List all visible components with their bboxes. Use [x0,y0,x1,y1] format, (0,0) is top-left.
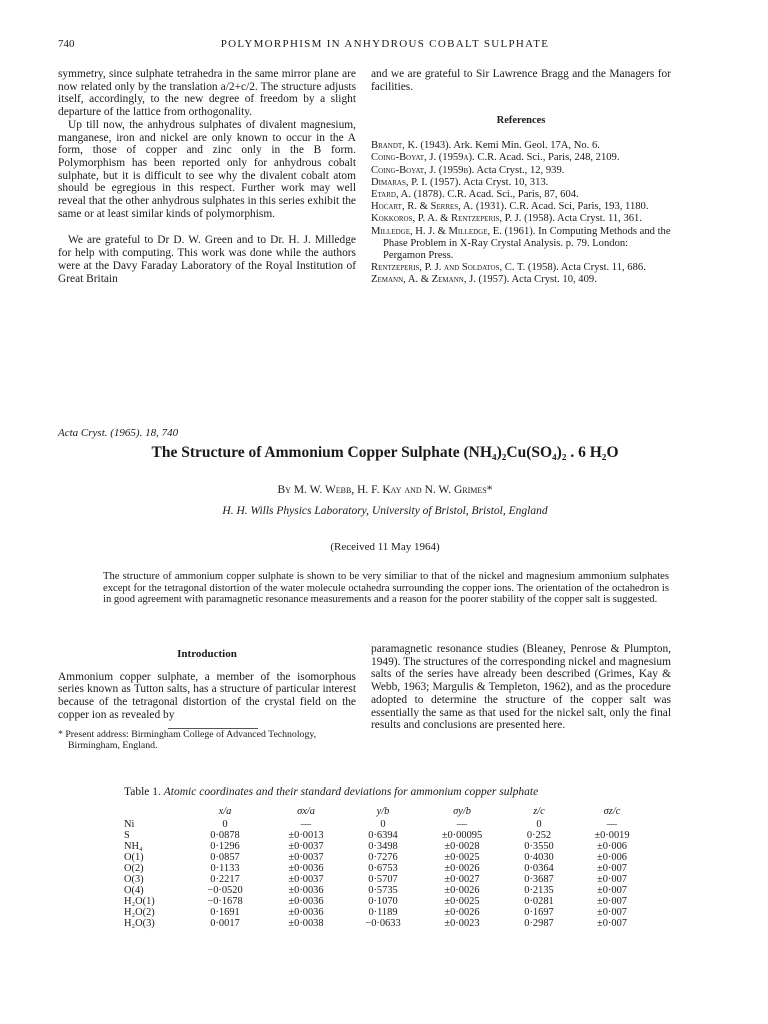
reference-item [371,213,671,225]
reference-authors: Hocart, R. & Serres, A. (1931). [371,201,507,213]
table-cell: ±0·0026 [444,863,480,874]
table-row [124,885,650,896]
atom-label: H₂O(1) [124,896,155,907]
reference-source: C.R. Acad. Sci., Paris, 248, 2109. [477,152,620,164]
reference-source: Ark. Kemi Min. Geol. 17A, No. 6. [453,140,600,152]
table-cell: 0·0364 [524,863,554,874]
table-caption [124,786,538,798]
table-cell: — [300,819,312,830]
introduction-right-column [371,643,671,732]
reference-item [371,274,671,286]
table-cell: 0·0017 [210,918,240,929]
table-row [124,863,650,874]
table-cell: 0·7276 [368,852,398,863]
reference-authors: Kokkoros, P. A. & Rentzeperis, P. J. (1958). [371,213,555,225]
atom-label: NH₄ [124,841,143,852]
table-cell: ±0·0026 [444,885,480,896]
table-row [124,907,650,918]
reference-source: Acta Cryst., 12, 939. [476,164,565,176]
table-cell: ±0·007 [597,896,627,907]
table-cell: 0·3498 [368,841,398,852]
reference-item [371,152,671,164]
table-cell: — [606,819,618,830]
table-cell: −0·0633 [365,918,401,929]
table-row [124,852,650,863]
table-cell: ±0·0026 [444,907,480,918]
reference-item [371,201,671,213]
page-number: 740 [58,38,75,50]
abstract: The structure of ammonium copper sulphate is shown to be very similiar to that of the nickel and magnesium ammonium sulphates except for the tetragonal distortion of the water molecule octahedra surrounding the copper ions. The orientation of the octahedron is in good agreement with paramagnetic resonance measurements and a reason for the poorer stability of the copper salt is suggested. [103,571,669,606]
table-cell: ±0·00095 [441,830,483,841]
table-cell: 0·5735 [368,885,398,896]
running-title: POLYMORPHISM IN ANHYDROUS COBALT SULPHATE [220,38,550,50]
table-cell: 0·0857 [210,852,240,863]
table-row [124,874,650,885]
reference-source: In Computing Methods and the Phase Problem in X-Ray Crystal Analysis. p. 79. London: Pergamon Press. [383,225,671,261]
acknowledgement-continued: and we are grateful to Sir Lawrence Bragg and the Managers for facilities. [371,68,671,93]
table-cell: 0·1296 [210,841,240,852]
reference-authors: Milledge, H. J. & Milledge, E. (1961). [371,225,536,237]
table-cell: ±0·0037 [288,852,324,863]
table-cell: ±0·006 [597,852,627,863]
table-cell: 0 [380,819,386,830]
atom-label: O(3) [124,874,144,885]
table-cell: ±0·0036 [288,896,324,907]
table-row [124,918,650,929]
article-affiliation: H. H. Wills Physics Laboratory, University of Bristol, Bristol, England [222,505,548,517]
atom-label: H₂O(3) [124,918,155,929]
reference-authors: Zemann, A. & Zemann, J. (1957). [371,274,510,286]
table-cell: ±0·007 [597,874,627,885]
table-cell: ±0·0038 [288,918,324,929]
previous-article-right-column [371,68,671,287]
table-cell: 0·1133 [210,863,240,874]
previous-article-left-column [58,68,356,285]
article-authors: By M. W. Webb, H. F. Kay and N. W. Grimes* [277,484,493,496]
table-cell: 0·252 [526,830,552,841]
table-cell: −0·1678 [207,896,243,907]
table-cell: 0·2135 [524,885,554,896]
table-header-row [124,806,650,819]
table-cell: 0·0281 [524,896,554,907]
table-caption-text: Atomic coordinates and their standard deviations for ammonium copper sulphate [163,786,539,798]
footnote: * Present address: Birmingham College of Advanced Technology, Birmingham, England. [58,728,317,751]
table-cell: 0·2987 [524,918,554,929]
column-header: y/b [376,806,390,817]
table-cell: 0·1070 [368,896,398,907]
table-cell: ±0·007 [597,863,627,874]
table-body [124,819,650,929]
atom-label: Ni [124,819,135,830]
acknowledgement-paragraph: We are grateful to Dr D. W. Green and to Dr. H. J. Milledge for help with computing. This work was done while the authors were at the Davy Faraday Laboratory of the Royal Institution of Great Britain [58,234,356,285]
reference-authors: Dimaras, P. I. (1957). [371,176,461,188]
references-heading: References [496,115,546,127]
table-cell: ±0·007 [597,907,627,918]
table-cell: −0·0520 [207,885,243,896]
table-cell: 0·1691 [210,907,240,918]
atom-label: H₂O(2) [124,907,155,918]
table-cell: ±0·0036 [288,863,324,874]
table-row [124,830,650,841]
reference-item [371,189,671,201]
references-list [371,140,671,286]
table-cell: ±0·0023 [444,918,480,929]
table-row [124,896,650,907]
running-head [58,38,712,54]
atomic-coordinates-table [124,806,650,929]
table-cell: ±0·0036 [288,907,324,918]
table-cell: ±0·0019 [594,830,630,841]
reference-source: Acta Cryst. 10, 409. [511,274,597,286]
article-title: The Structure of Ammonium Copper Sulphate (NH₄)₂Cu(SO₄)₂ . 6 H₂O [151,444,619,461]
table-label: Table 1. [124,786,161,798]
table-cell: 0·1697 [524,907,554,918]
reference-item [371,165,671,177]
received-date: (Received 11 May 1964) [330,541,440,553]
reference-source: Acta Cryst. 11, 686. [560,262,646,274]
table-cell: ±0·0025 [444,852,480,863]
column-header: σz/c [603,806,621,817]
reference-authors: Brandt, K. (1943). [371,140,452,152]
table-cell: ±0·0037 [288,841,324,852]
table-cell: 0 [536,819,542,830]
table-cell: ±0·0037 [288,874,324,885]
table-cell: 0·4030 [524,852,554,863]
table-cell: 0·0878 [210,830,240,841]
table-cell: ±0·0025 [444,896,480,907]
table-cell: — [456,819,468,830]
table-cell: ±0·0027 [444,874,480,885]
reference-authors: Rentzeperis, P. J. and Soldatos, C. T. (1958). [371,262,559,274]
reference-item [371,226,671,263]
table-cell: ±0·007 [597,885,627,896]
body-paragraph: symmetry, since sulphate tetrahedra in the same mirror plane are now related only by the translation a/2+c/2. The structure adjusts itself, accordingly, to the new degree of freedom by a slight departure of the lattice from orthogonality. [58,68,356,119]
table-cell: ±0·007 [597,918,627,929]
reference-source: C.R. Acad. Sci, Paris, 193, 1180. [509,201,649,213]
article-citation: Acta Cryst. (1965). 18, 740 [58,427,179,439]
introduction-paragraph: Ammonium copper sulphate, a member of the isomorphous series known as Tutton salts, has a structure of particular interest because of the tetragonal distortion of the crystal field on the copper ion as revealed by [58,670,356,721]
table-cell: 0·6753 [368,863,398,874]
column-header [124,806,184,819]
reference-source: Acta Cryst. 11, 361. [557,213,642,225]
column-header: z/c [533,806,545,817]
table-cell: 0·3550 [524,841,554,852]
table-cell: 0·5707 [368,874,398,885]
reference-authors: Coing-Boyat, J. (1959a). [371,152,475,164]
reference-authors: Coing-Boyat, J. (1959b). [371,164,475,176]
table-cell: ±0·0036 [288,885,324,896]
table-cell: 0 [222,819,228,830]
table-cell: 0·1189 [368,907,398,918]
atom-label: S [124,830,130,841]
table-cell: 0·2217 [210,874,240,885]
column-header: σy/b [453,806,471,817]
introduction-heading: Introduction [177,648,237,660]
table-row [124,819,650,830]
table-cell: ±0·006 [597,841,627,852]
reference-source: C.R. Acad. Sci., Paris, 87, 604. [447,188,579,200]
table-row [124,841,650,852]
table-cell: ±0·0028 [444,841,480,852]
reference-item [371,140,671,152]
reference-source: Acta Cryst. 10, 313. [462,176,549,188]
table-cell: ±0·0013 [288,830,324,841]
column-header: x/a [218,806,232,817]
column-header: σx/a [297,806,315,817]
reference-authors: Etard, A. (1878). [371,188,445,200]
table-cell: 0·6394 [368,830,398,841]
atom-label: O(4) [124,885,144,896]
body-paragraph: Up till now, the anhydrous sulphates of divalent magnesium, manganese, iron and nickel are only known to occur in the A form, those of copper and zinc only in the B form. Polymorphism has been reported only for anhydrous cobalt sulphate, but it is difficult to see why the divalent cobalt atom should be egregious in this respect. Further work may well reveal that the other anhydrous sulphates in this series exhibit the same or at least similar kinds of polymorphism. [58,118,356,220]
introduction-left-column [58,648,356,751]
atom-label: O(1) [124,852,144,863]
reference-item [371,177,671,189]
reference-item [371,262,671,274]
table-cell: 0·3687 [524,874,554,885]
introduction-paragraph-continued: paramagnetic resonance studies (Bleaney, Penrose & Plumpton, 1949). The structures of the corresponding nickel and magnesium salts of the series have already been described (Grimes, Kay & Webb, 1963; Margulis & Templeton, 1962), and as the procedure adopted to determine the structure of the copper salt was essentially the same as that used for the nickel salt, only the final results and conclusions are presented here. [371,643,671,732]
atom-label: O(2) [124,863,144,874]
